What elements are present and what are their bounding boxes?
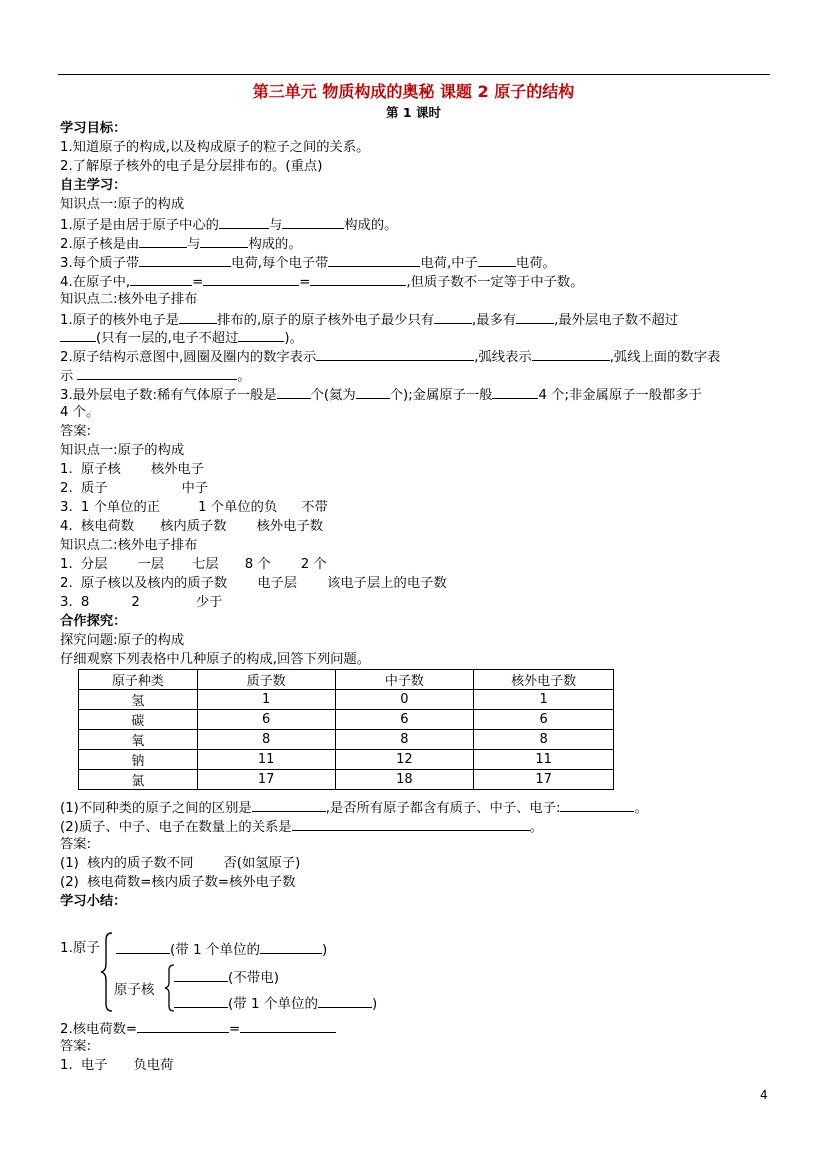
table-cell: 11 <box>474 750 614 770</box>
table-cell: 17 <box>197 770 335 790</box>
table-cell: 6 <box>197 710 335 730</box>
table-cell: 18 <box>335 770 474 790</box>
table-row <box>79 710 614 730</box>
table-cell: 17 <box>474 770 614 790</box>
explore-answer-2: (2) 核电荷数=核内质子数=核外电子数 <box>60 875 296 890</box>
explore-answers-label: 答案: <box>60 837 92 852</box>
answer-row-1: 1. 原子核 核外电子 <box>60 462 204 477</box>
answer-row-2: 2. 质子 中子 <box>60 481 209 496</box>
summary-line-2: (不带电) <box>174 966 279 986</box>
summary-answer-1: 1. 电子 负电荷 <box>60 1058 174 1073</box>
page-subtitle: 第 1 课时 <box>386 105 441 120</box>
table-row <box>79 730 614 750</box>
atom-structure-brace-diagram <box>60 930 420 1020</box>
summary-answers-label: 答案: <box>60 1039 92 1054</box>
goal-item-1: 1.知道原子的构成,以及构成原子的粒子之间的关系。 <box>60 140 370 155</box>
summary-line-1: (带 1 个单位的 ) <box>116 938 327 958</box>
summary-nucleus-label: 原子核 <box>114 982 155 998</box>
table-cell: 11 <box>197 750 335 770</box>
answer-row-4: 4. 核电荷数 核内质子数 核外电子数 <box>60 519 324 534</box>
answers-label: 答案: <box>60 424 92 439</box>
table-cell: 6 <box>474 710 614 730</box>
page-number: 4 <box>760 1088 768 1102</box>
question-1-1: 1.原子是由居于原子中心的 与 构成的。 <box>60 215 397 235</box>
summary-heading: 学习小结： <box>60 894 127 909</box>
answer-row-6: 2. 原子核以及核内的质子数 电子层 该电子层上的电子数 <box>60 576 447 591</box>
knowledge-point-1-title: 知识点一:原子的构成 <box>60 197 185 212</box>
explore-topic: 探究问题:原子的构成 <box>60 633 185 648</box>
question-1-4: 4.在原子中, = = ,但质子数不一定等于中子数。 <box>60 272 584 292</box>
explore-answer-1: (1) 核内的质子数不同 否(如氢原子) <box>60 856 301 871</box>
table-cell: 1 <box>474 690 614 710</box>
question-2-1-cont: (只有一层的,电子不超过 )。 <box>60 328 303 348</box>
atom-composition-table <box>78 669 614 790</box>
table-cell: 0 <box>335 690 474 710</box>
table-header: 质子数 <box>197 670 335 690</box>
table-cell: 8 <box>335 730 474 750</box>
answers-k1-title: 知识点一:原子的构成 <box>60 443 185 458</box>
goal-item-2: 2.了解原子核外的电子是分层排布的。(重点) <box>60 159 323 174</box>
table-cell: 碳 <box>79 710 198 730</box>
big-brace-icon <box>100 932 114 1012</box>
table-row <box>79 770 614 790</box>
knowledge-point-2-title: 知识点二:核外电子排布 <box>60 292 198 307</box>
table-cell: 钠 <box>79 750 198 770</box>
answer-row-5: 1. 分层 一层 七层 8 个 2 个 <box>60 557 327 572</box>
table-cell: 8 <box>474 730 614 750</box>
answer-row-7: 3. 8 2 少于 <box>60 595 223 610</box>
table-cell: 1 <box>197 690 335 710</box>
table-header: 核外电子数 <box>474 670 614 690</box>
question-2-3-cont: 4 个。 <box>60 405 100 420</box>
question-1-2: 2.原子核是由 与 构成的。 <box>60 234 302 254</box>
table-header: 中子数 <box>335 670 474 690</box>
question-2-2: 2.原子结构示意图中,圆圈及圈内的数字表示 ,弧线表示 ,弧线上面的数字表 <box>60 347 720 367</box>
question-2-2-cont: 示 。 <box>60 366 251 386</box>
question-1-3: 3.每个质子带 电荷,每个电子带 电荷,中子 电荷。 <box>60 253 556 273</box>
goals-heading: 学习目标： <box>60 121 127 136</box>
answers-k2-title: 知识点二:核外电子排布 <box>60 538 198 553</box>
explore-question-2: (2)质子、中子、电子在数量上的关系是 。 <box>60 817 543 837</box>
answer-row-3: 3. 1 个单位的正 1 个单位的负 不带 <box>60 500 328 515</box>
summary-atom-label: 1.原子 <box>60 940 100 956</box>
explore-question-1: (1)不同种类的原子之间的区别是 ,是否所有原子都含有质子、中子、电子: 。 <box>60 798 648 818</box>
summary-question-2: 2.核电荷数= = <box>60 1019 336 1039</box>
table-cell: 氢 <box>79 690 198 710</box>
table-cell: 6 <box>335 710 474 730</box>
question-2-3: 3.最外层电子数:稀有气体原子一般是 个(氦为 个);金属原子一般 4 个;非金属原子一般都多于 <box>60 385 702 405</box>
top-rule <box>58 74 770 75</box>
self-study-heading: 自主学习： <box>60 178 127 193</box>
explore-heading: 合作探究： <box>60 614 127 629</box>
explore-instruction: 仔细观察下列表格中几种原子的构成,回答下列问题。 <box>60 652 371 667</box>
table-cell: 氧 <box>79 730 198 750</box>
table-cell: 氯 <box>79 770 198 790</box>
table-row <box>79 750 614 770</box>
table-cell: 12 <box>335 750 474 770</box>
table-row <box>79 690 614 710</box>
page-title: 第三单元 物质构成的奥秘 课题 2 原子的结构 <box>252 82 575 101</box>
table-header: 原子种类 <box>79 670 198 690</box>
summary-line-3: (带 1 个单位的 ) <box>174 992 377 1012</box>
table-header-row <box>79 670 614 690</box>
table-cell: 8 <box>197 730 335 750</box>
question-2-1: 1.原子的核外电子是 排布的,原子的原子核外电子最少只有 ,最多有 ,最外层电子数不超过 <box>60 310 678 330</box>
